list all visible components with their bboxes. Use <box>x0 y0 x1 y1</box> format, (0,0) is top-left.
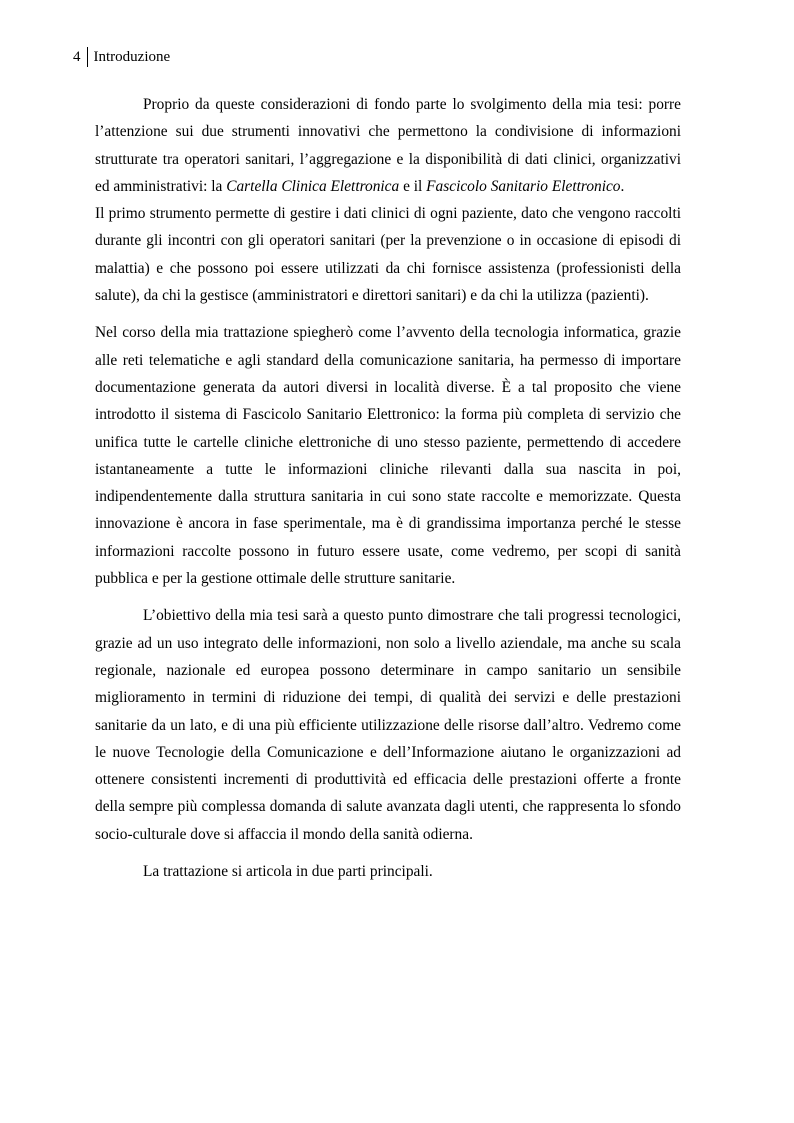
paragraph-intro-text-b: e il <box>399 177 427 195</box>
page-header <box>73 47 170 67</box>
paragraph-structure: La trattazione si articola in due parti principali. <box>143 863 433 881</box>
paragraph-objective: L’obiettivo della mia tesi sarà a questo punto dimostrare che tali progressi tecnologici, grazie ad un uso integrato delle informazioni, non solo a livello aziendale, ma anche su scala regionale, nazionale ed europea possono determinare in campo sanitario un sensibile miglioramento in termini di riduzione dei tempi, di qualità dei servizi e delle prestazioni sanitarie da un lato, e di una più efficiente utilizzazione delle risorse dall’altro. Vedremo come le nuove Tecnologie della Comunicazione e dell’Informazione aiutano le organizzazioni ad ottenere consistenti incrementi di produttività ed efficacia delle prestazioni offerte a fronte della sempre più complessa domanda di salute avanzata dagli utenti, che rappresenta lo sfondo socio-culturale dove si affaccia il mondo della sanità odierna. <box>95 607 681 843</box>
body-text <box>95 91 681 885</box>
paragraph-discussion: Nel corso della mia trattazione spiegherò come l’avvento della tecnologia informatica, grazie alle reti telematiche e agli standard della comunicazione sanitaria, ha permesso di importare documentazione generata da autori diversi in località diverse. È a tal proposito che viene introdotto il sistema di Fascicolo Sanitario Elettronico: la forma più completa di servizio che unifica tutte le cartelle cliniche elettroniche di uno stesso paziente, permettendo di accedere istantaneamente a tutte le informazioni cliniche rilevanti dalla sua nascita in poi, indipendentemente dalla struttura sanitaria in cui sono state raccolte e memorizzate. Questa innovazione è ancora in fase sperimentale, ma è di grandissima importanza perché le stesse informazioni raccolte possono in futuro essere usate, come vedremo, per scopi di sanità pubblica e per la gestione ottimale delle strutture sanitarie. <box>95 324 681 588</box>
header-divider <box>87 47 88 67</box>
term-fascicolo-sanitario: Fascicolo Sanitario Elettronico <box>426 177 621 195</box>
term-cartella-clinica: Cartella Clinica Elettronica <box>226 177 400 195</box>
paragraph-intro-text-c: . <box>620 177 625 195</box>
paragraph-first-tool: Il primo strumento permette di gestire i dati clinici di ogni paziente, dato che vengono raccolti durante gli incontri con gli operatori sanitari (per la prevenzione o in occasione di episodi di malattia) e che possono poi essere utilizzati da chi fornisce assistenza (professionisti della salute), da chi la gestisce (amministratori e direttori sanitari) e da chi la utilizza (pazienti). <box>95 205 681 305</box>
paragraph-intro-text-a: Proprio da queste considerazioni di fondo parte lo svolgimento della mia tesi: porre l’attenzione sui due strumenti innovativi che permettono la condivisione di informazioni strutturate tra operatori sanitari, l’aggregazione e la disponibilità di dati clinici, organizzativi ed amministrativi: la <box>95 96 681 195</box>
section-title: Introduzione <box>93 49 171 65</box>
page-number: 4 <box>73 49 81 65</box>
paragraph-intro <box>95 91 681 200</box>
